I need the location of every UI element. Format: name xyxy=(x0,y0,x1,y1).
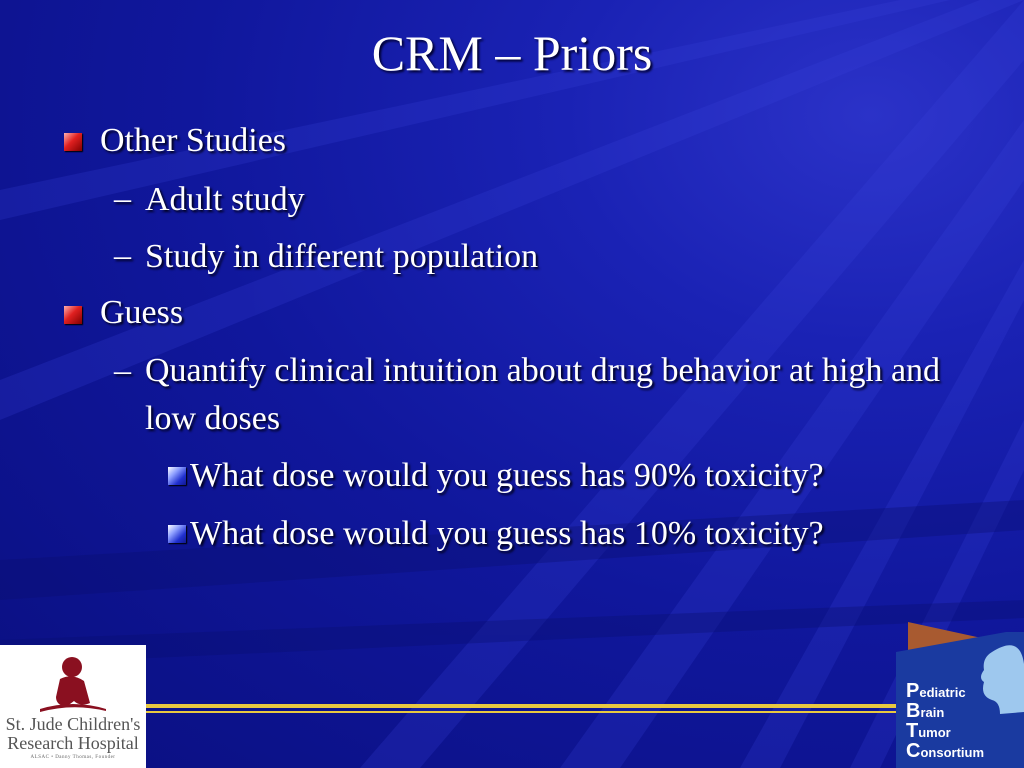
sub-sub-bullet-10-toxicity: What dose would you guess has 10% toxicity? xyxy=(190,515,824,552)
st-jude-name xyxy=(0,715,146,753)
dash-bullet: – xyxy=(114,352,131,389)
gold-divider-line xyxy=(146,711,898,713)
pbtc-cap-t: T xyxy=(906,720,919,742)
pbtc-rest-pediatric: ediatric xyxy=(919,685,966,700)
sub-bullet-different-population: Study in different population xyxy=(145,238,539,275)
dash-bullet: – xyxy=(114,237,131,274)
blue-square-bullet-icon xyxy=(168,525,186,543)
pbtc-cap-b: B xyxy=(906,700,921,722)
red-square-bullet-icon xyxy=(64,306,82,324)
pbtc-rest-brain: rain xyxy=(920,705,945,720)
pbtc-logo xyxy=(896,622,1024,768)
sub-bullet-adult-study: Adult study xyxy=(145,181,305,218)
pbtc-rest-tumor: umor xyxy=(918,725,951,740)
dash-bullet: – xyxy=(114,180,131,217)
slide-title: CRM – Priors xyxy=(371,25,653,81)
pbtc-word-consortium xyxy=(906,740,984,763)
child-silhouette-icon xyxy=(0,645,146,715)
sub-bullet-quantify-intuition: Quantify clinical intuition about drug behavior at high and low doses xyxy=(145,352,941,437)
st-jude-line2: Research Hospital xyxy=(7,733,139,753)
bullet-guess: Guess xyxy=(100,294,184,331)
red-square-bullet-icon xyxy=(64,133,82,151)
pbtc-rest-consortium: onsortium xyxy=(920,745,985,760)
bullet-other-studies: Other Studies xyxy=(100,122,287,159)
st-jude-tagline: ALSAC • Danny Thomas, Founder xyxy=(30,755,116,760)
sub-sub-bullet-90-toxicity: What dose would you guess has 90% toxicity? xyxy=(190,457,824,494)
st-jude-line1: St. Jude Children's xyxy=(5,714,141,734)
pbtc-cap-p: P xyxy=(906,680,920,702)
pbtc-cap-c: C xyxy=(906,740,921,762)
gold-divider-line xyxy=(146,704,898,708)
st-jude-logo xyxy=(0,645,146,768)
blue-square-bullet-icon xyxy=(168,467,186,485)
